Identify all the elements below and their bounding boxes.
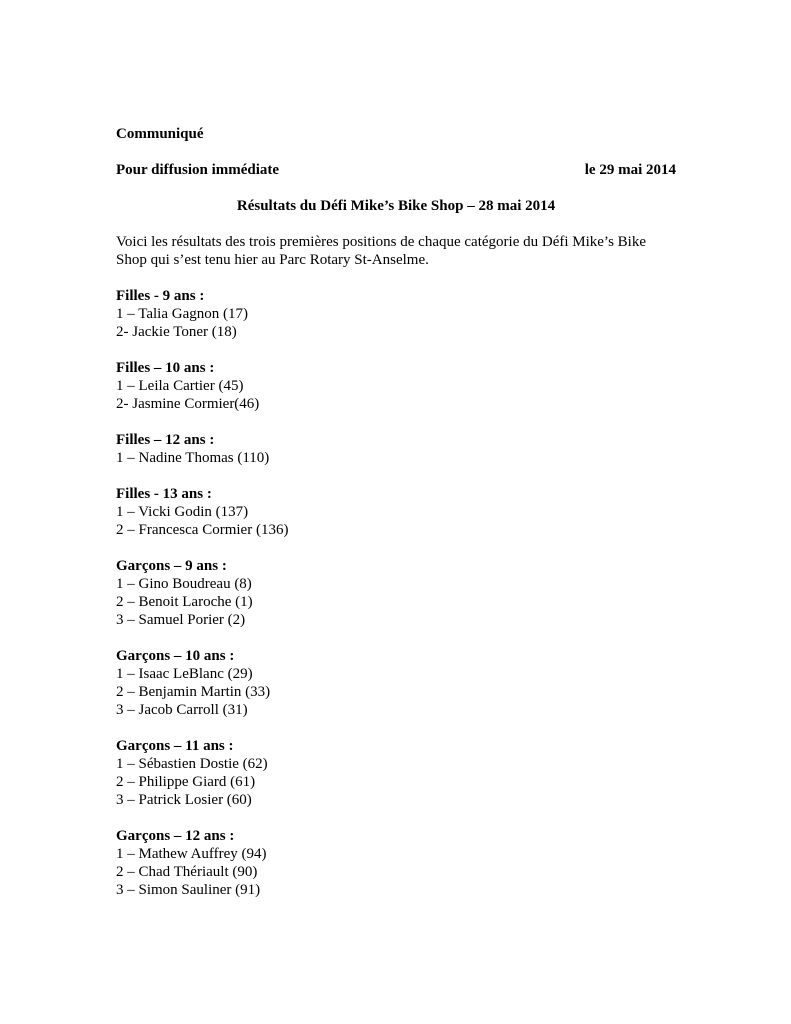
result-item: 1 – Sébastien Dostie (62)	[116, 756, 268, 772]
category-heading: Garçons – 12 ans :	[116, 828, 235, 844]
result-item: 3 – Jacob Carroll (31)	[116, 702, 248, 718]
category-heading: Filles - 9 ans :	[116, 288, 205, 304]
category-filles-9	[116, 287, 676, 341]
category-garcons-9	[116, 557, 676, 629]
category-heading: Filles - 13 ans :	[116, 486, 212, 502]
communique-label: Communiqué	[116, 126, 204, 142]
category-heading: Filles – 12 ans :	[116, 432, 215, 448]
intro-line: Shop qui s’est tenu hier au Parc Rotary St-Anselme.	[116, 252, 429, 268]
release-note: Pour diffusion immédiate	[116, 162, 280, 178]
result-item: 2 – Benoit Laroche (1)	[116, 594, 253, 610]
result-item: 2 – Benjamin Martin (33)	[116, 684, 271, 700]
release-date: le 29 mai 2014	[584, 162, 676, 178]
result-item: 3 – Patrick Losier (60)	[116, 792, 252, 808]
category-garcons-10	[116, 647, 676, 719]
category-heading: Garçons – 11 ans :	[116, 738, 234, 754]
result-item: 1 – Nadine Thomas (110)	[116, 450, 270, 466]
category-heading: Garçons – 9 ans :	[116, 558, 227, 574]
result-item: 1 – Mathew Auffrey (94)	[116, 846, 267, 862]
result-item: 2 – Francesca Cormier (136)	[116, 522, 289, 538]
category-filles-10	[116, 359, 676, 413]
result-item: 1 – Vicki Godin (137)	[116, 504, 249, 520]
result-item: 3 – Samuel Porier (2)	[116, 612, 246, 628]
result-item: 2 – Chad Thériault (90)	[116, 864, 258, 880]
result-item: 1 – Talia Gagnon (17)	[116, 306, 248, 322]
category-garcons-12	[116, 827, 676, 899]
result-item: 2- Jasmine Cormier(46)	[116, 396, 260, 412]
result-item: 2- Jackie Toner (18)	[116, 324, 237, 340]
category-filles-12	[116, 431, 676, 467]
category-heading: Filles – 10 ans :	[116, 360, 215, 376]
category-garcons-11	[116, 737, 676, 809]
result-item: 3 – Simon Sauliner (91)	[116, 882, 261, 898]
result-item: 1 – Gino Boudreau (8)	[116, 576, 252, 592]
release-row	[116, 161, 676, 179]
result-item: 2 – Philippe Giard (61)	[116, 774, 256, 790]
intro-line: Voici les résultats des trois premières positions de chaque catégorie du Défi Mike’s Bike	[116, 234, 647, 250]
category-filles-13	[116, 485, 676, 539]
document-title: Résultats du Défi Mike’s Bike Shop – 28 mai 2014	[236, 198, 556, 214]
intro-paragraph	[116, 233, 676, 269]
document-page	[116, 125, 676, 899]
result-item: 1 – Leila Cartier (45)	[116, 378, 244, 394]
category-heading: Garçons – 10 ans :	[116, 648, 235, 664]
result-item: 1 – Isaac LeBlanc (29)	[116, 666, 253, 682]
